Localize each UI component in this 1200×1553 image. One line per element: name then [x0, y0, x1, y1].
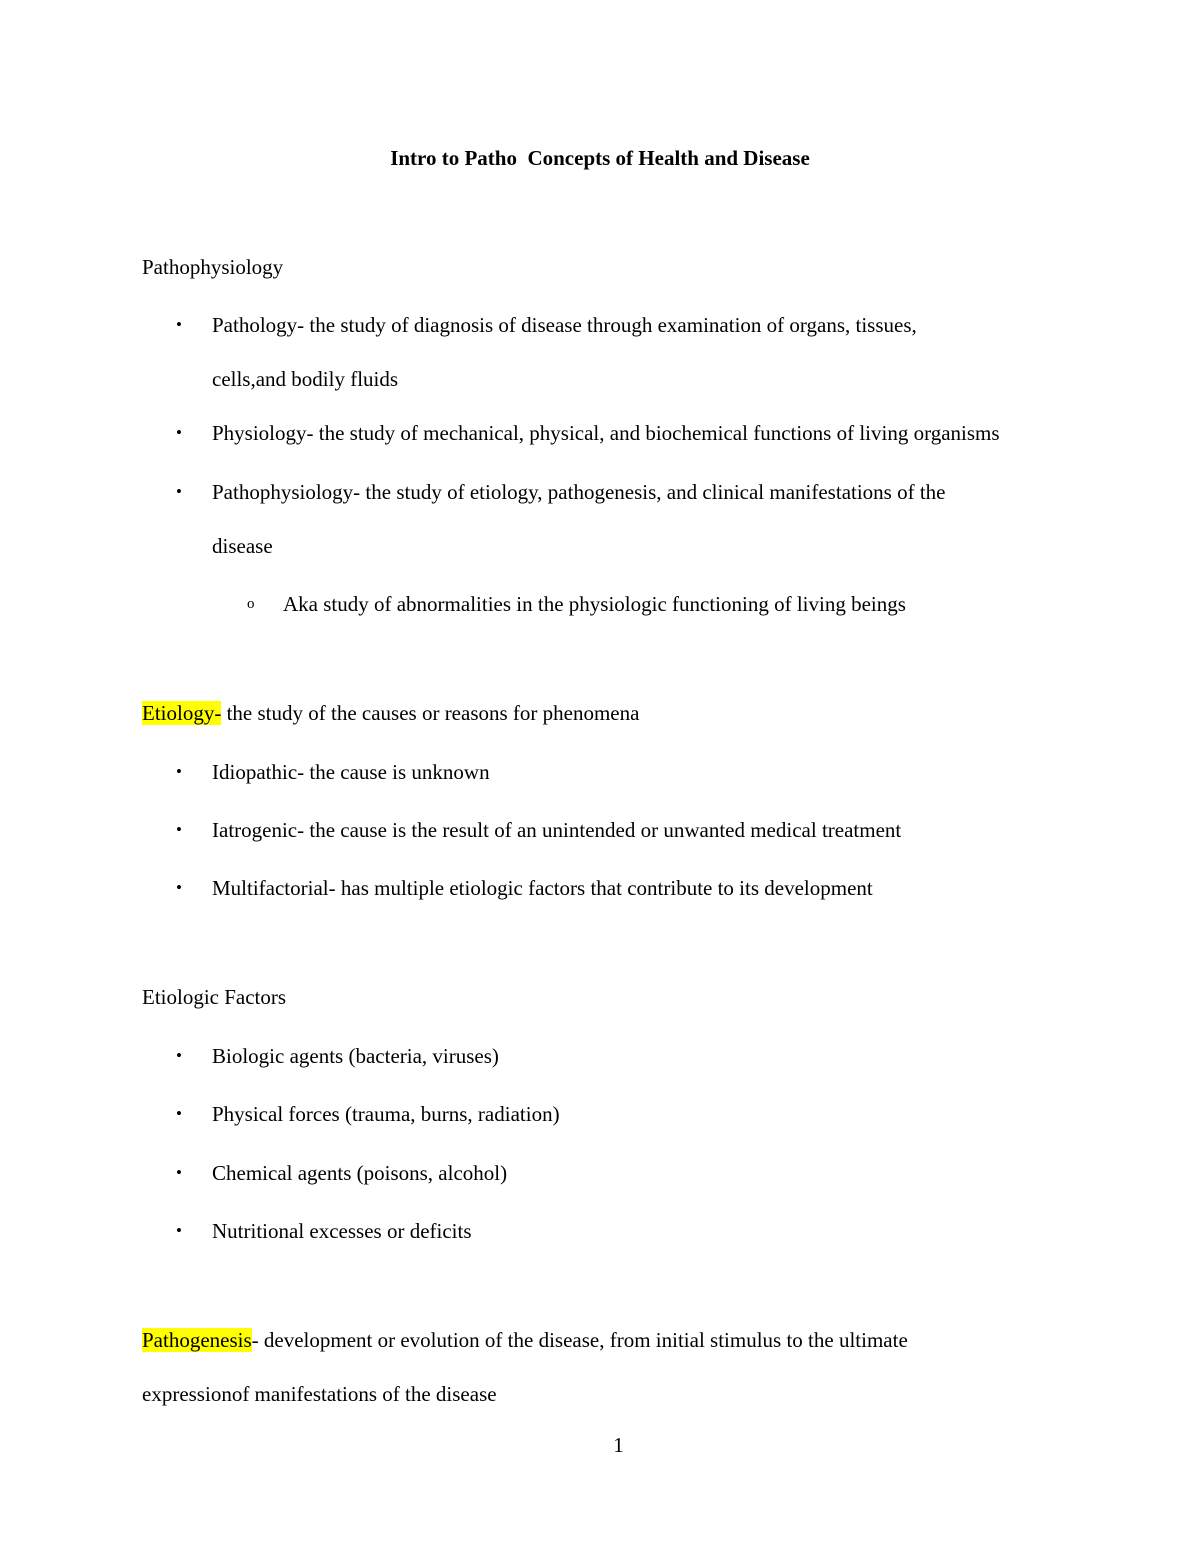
- list-item-iatrogenic: Iatrogenic- the cause is the result of an unintended or unwanted medical treatment: [212, 818, 902, 842]
- list-item-pathology-line2: cells,and bodily fluids: [212, 367, 399, 391]
- bullet-icon: •: [176, 482, 182, 501]
- bullet-icon: •: [176, 1163, 182, 1182]
- page-number: 1: [613, 1433, 624, 1457]
- bullet-icon: •: [176, 1046, 182, 1065]
- bullet-icon: •: [176, 820, 182, 839]
- pathogenesis-definition-continuation: expressionof manifestations of the disease: [142, 1382, 497, 1406]
- list-item-chemical-agents: Chemical agents (poisons, alcohol): [212, 1161, 508, 1185]
- bullet-icon: •: [176, 1104, 182, 1123]
- etiology-definition: [142, 699, 639, 727]
- pathogenesis-definition: [142, 1326, 908, 1354]
- bullet-icon: •: [176, 423, 182, 442]
- bullet-icon: •: [176, 1221, 182, 1240]
- list-item-physiology: Physiology- the study of mechanical, physical, and biochemical functions of living organisms: [212, 421, 1000, 445]
- document-title: Intro to Patho Concepts of Health and Disease: [390, 146, 810, 170]
- list-item-biologic-agents: Biologic agents (bacteria, viruses): [212, 1044, 499, 1068]
- highlighted-term-pathogenesis: Pathogenesis: [142, 1328, 252, 1352]
- list-item-nutritional: Nutritional excesses or deficits: [212, 1219, 472, 1243]
- list-item-pathophysiology-line1: Pathophysiology- the study of etiology, pathogenesis, and clinical manifestations of the: [212, 480, 946, 504]
- bullet-icon: •: [176, 315, 182, 334]
- list-item-physical-forces: Physical forces (trauma, burns, radiation): [212, 1102, 560, 1126]
- section-heading-etiologic-factors: Etiologic Factors: [142, 985, 287, 1009]
- list-item-pathology-line1: Pathology- the study of diagnosis of disease through examination of organs, tissues,: [212, 313, 917, 337]
- pathogenesis-definition-text: - development or evolution of the disease, from initial stimulus to the ultimate: [251, 1328, 908, 1352]
- highlighted-term-etiology: Etiology-: [142, 701, 222, 725]
- list-item-pathophysiology-line2: disease: [212, 534, 273, 558]
- sub-list-item-aka: Aka study of abnormalities in the physiologic functioning of living beings: [283, 592, 906, 616]
- bullet-icon: •: [176, 762, 182, 781]
- list-item-idiopathic: Idiopathic- the cause is unknown: [212, 760, 490, 784]
- etiology-definition-text: the study of the causes or reasons for phenomena: [221, 701, 640, 725]
- sub-bullet-icon: o: [247, 596, 255, 612]
- bullet-icon: •: [176, 878, 182, 897]
- section-heading-pathophysiology: Pathophysiology: [142, 255, 284, 279]
- list-item-multifactorial: Multifactorial- has multiple etiologic factors that contribute to its development: [212, 876, 873, 900]
